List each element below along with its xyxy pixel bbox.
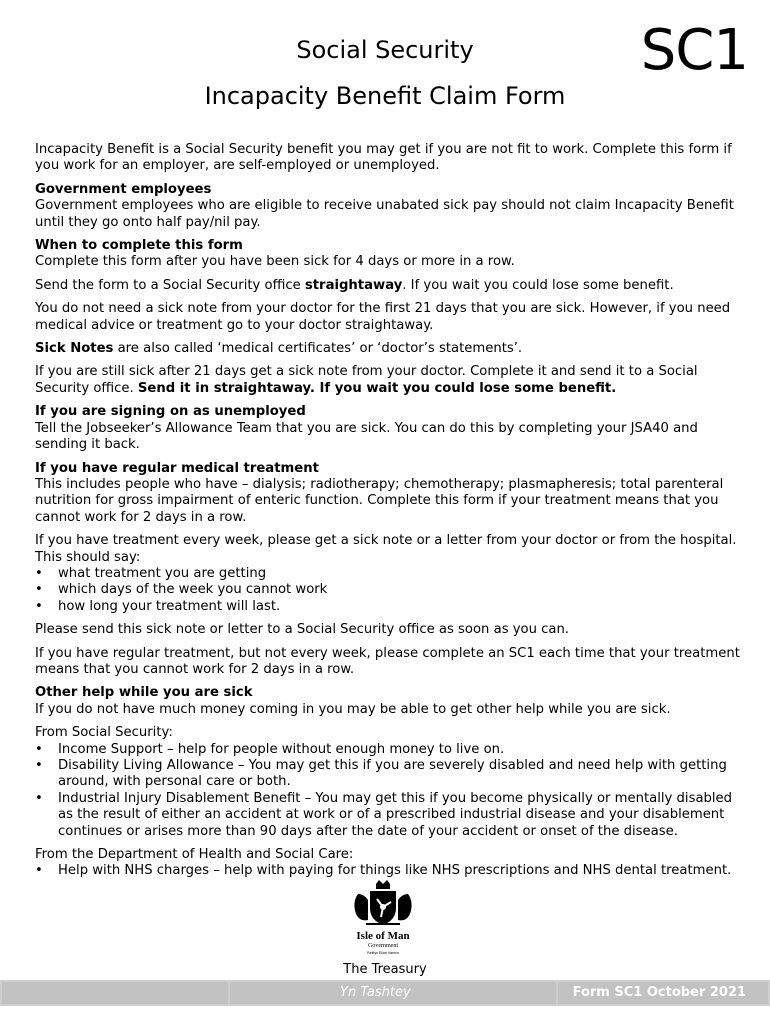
unemployed-heading: If you are signing on as unemployed	[35, 404, 306, 420]
when-heading: When to complete this form	[35, 238, 243, 254]
treatment-heading: If you have regular medical treatment	[35, 460, 319, 476]
list-item: • which days of the week you cannot work	[35, 582, 740, 598]
isle-of-man-crest-icon	[346, 880, 420, 956]
unemployed-paragraph: Tell the Jobseeker’s Allowance Team that you are sick. You can do this by completing your JSA40 and sending it back.	[35, 420, 698, 453]
treatment-send: Please send this sick note or letter to a Social Security office as soon as you can.	[35, 622, 570, 638]
form-code: SC1	[640, 18, 748, 83]
ss-list	[35, 742, 740, 840]
document-body	[35, 142, 740, 887]
other-help-heading: Other help while you are sick	[35, 685, 253, 701]
list-item: • Income Support – help for people without enough money to live on.	[35, 742, 740, 758]
logo-manx-text: Reiltys Ellan Vannin	[367, 951, 399, 955]
treatment-list	[35, 566, 740, 615]
list-item: • Help with NHS charges – help with paying for things like NHS prescriptions and NHS dental treatment.	[35, 863, 740, 879]
form-title: Incapacity Benefit Claim Form	[204, 82, 566, 110]
footer-bar	[0, 980, 770, 1006]
other-help-paragraph: If you do not have much money coming in you may be able to get other help while you are sick.	[35, 701, 671, 717]
treatment-paragraph: This includes people who have – dialysis; radiotherapy; chemotherapy; plasmapheresis; total parenteral nutrition for gross impairment of enteric function. Complete this form if your treatment means that you cannot work for 2 days in a row.	[35, 476, 724, 525]
gov-heading: Government employees	[35, 181, 212, 197]
logo-text: Isle of Man	[356, 930, 410, 942]
form-reference: Form SC1 October 2021	[572, 985, 746, 1000]
list-item: • Disability Living Allowance – You may get this if you are severely disabled and need help with getting around, with personal care or both.	[35, 758, 740, 791]
when-paragraph-3: You do not need a sick note from your doctor for the first 21 days that you are sick. However, if you need medical advice or treatment go to your doctor straightaway.	[35, 301, 731, 333]
intro-paragraph: Incapacity Benefit is a Social Security benefit you may get if you are not fit to work. Complete this form if you work for an employer, are self-employed or unemployed.	[35, 142, 732, 174]
when-paragraph-1: Complete this form after you have been sick for 4 days or more in a row.	[35, 254, 515, 270]
org-title: Social Security	[296, 36, 474, 64]
department-name-manx: Yn Tashtey	[340, 985, 411, 1000]
department-name: The Treasury	[343, 962, 427, 977]
treatment-not-weekly: If you have regular treatment, but not every week, please complete an SC1 each time that your treatment means that you cannot work for 2 days in a row.	[35, 645, 740, 677]
when-paragraph-2: Send the form to a Social Security office straightaway. If you wait you could lose some benefit.	[35, 277, 674, 293]
list-item: • Industrial Injury Disablement Benefit – You may get this if you become physically or mentally disabled as the result of either an accident at work or of a prescribed industrial disease and your disablement continues or arises more than 90 days after the date of your accident or onset of the disease.	[35, 791, 740, 840]
from-dhsc-label: From the Department of Health and Social Care:	[35, 847, 354, 863]
when-paragraph-4: Sick Notes are also called ‘medical certificates’ or ‘doctor’s statements’.	[35, 341, 523, 357]
from-ss-label: From Social Security:	[35, 725, 173, 741]
when-paragraph-5: If you are still sick after 21 days get a sick note from your doctor. Complete it and send it to a Social Security office. Send it in straightaway. If you wait you could lose some benefit.	[35, 364, 698, 396]
list-item: • how long your treatment will last.	[35, 599, 740, 615]
list-item: • what treatment you are getting	[35, 566, 740, 582]
treatment-weekly: If you have treatment every week, please get a sick note or a letter from your doctor or from the hospital. This should say:	[35, 533, 737, 565]
gov-paragraph: Government employees who are eligible to receive unabated sick pay should not claim Incapacity Benefit until they go onto half pay/nil pay.	[35, 198, 734, 230]
dhsc-list	[35, 863, 740, 879]
logo-subtext: Government	[368, 943, 398, 949]
